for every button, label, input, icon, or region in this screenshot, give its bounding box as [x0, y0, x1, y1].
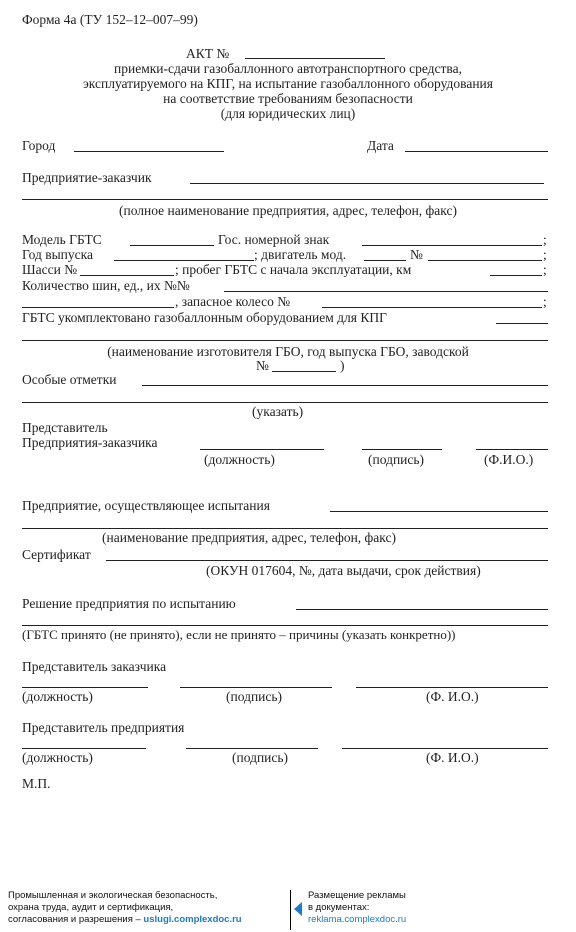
engine-num-label: № [410, 247, 423, 262]
reklama-link[interactable]: reklama.complexdoc.ru [308, 914, 407, 925]
tires-field-2[interactable] [22, 307, 174, 308]
engine-field[interactable] [364, 260, 406, 261]
customer-field[interactable] [190, 183, 544, 184]
tester-field[interactable] [330, 511, 548, 512]
manufacturer-hint-close: ) [340, 358, 345, 373]
footer-left [8, 890, 290, 926]
fio-hint: (Ф.И.О.) [484, 452, 534, 467]
rep-label-2: Предприятия-заказчика [22, 435, 158, 450]
engine-num-field[interactable] [428, 260, 542, 261]
rep-customer-label: Представитель заказчика [22, 659, 167, 674]
signature-hint-3: (подпись) [232, 750, 289, 765]
tester-hint: (наименование предприятия, адрес, телефон, факс) [102, 530, 396, 545]
equipped-label: ГБТС укомплектовано газобаллонным оборудованием для КПГ [22, 310, 387, 325]
year-field[interactable] [114, 260, 254, 261]
rep-fio-field[interactable] [476, 449, 548, 450]
rep-enterprise-signature-field[interactable] [186, 748, 318, 749]
position-hint-2: (должность) [22, 689, 93, 704]
mileage-label: ; пробег ГБТС с начала эксплуатации, км [175, 262, 412, 277]
rep-enterprise-fio-field[interactable] [342, 748, 548, 749]
semicolon: ; [543, 262, 547, 277]
tires-label: Количество шин, ед., их №№ [22, 278, 190, 293]
chassis-field[interactable] [80, 275, 174, 276]
signature-hint-2: (подпись) [226, 689, 283, 704]
footer-divider [290, 890, 291, 930]
title-line-4: (для юридических лиц) [220, 106, 356, 121]
decision-hint: (ГБТС принято (не принято), если не принято – причины (указать конкретно)) [22, 627, 456, 642]
model-label: Модель ГБТС [22, 232, 102, 247]
rep-label-1: Представитель [22, 420, 108, 435]
footer-left-line-2: охрана труда, аудит и сертификация, [8, 902, 174, 913]
model-field[interactable] [130, 245, 214, 246]
rep-position-field[interactable] [200, 449, 324, 450]
notes-label: Особые отметки [22, 372, 117, 387]
chassis-label: Шасси № [22, 262, 78, 277]
fio-hint-2: (Ф. И.О.) [426, 689, 479, 704]
rep-enterprise-label: Представитель предприятия [22, 720, 185, 735]
stamp-label: М.П. [22, 776, 51, 791]
equipped-field[interactable] [496, 323, 548, 324]
customer-label: Предприятие-заказчик [22, 170, 152, 185]
footer-left-line-1: Промышленная и экологическая безопасность, [8, 890, 218, 901]
notes-field[interactable] [142, 385, 548, 386]
tires-field[interactable] [224, 291, 548, 292]
footer [8, 890, 568, 930]
footer-right-line-1: Размещение рекламы [308, 890, 406, 901]
act-title: АКТ № [186, 46, 230, 61]
semicolon: ; [543, 294, 547, 309]
city-label: Город [22, 138, 56, 153]
footer-left-text-3: согласования и разрешения – [8, 914, 141, 925]
arrow-left-icon [294, 902, 302, 916]
title-line-2: эксплуатируемого на КПГ, на испытание газобаллонного оборудования [83, 76, 493, 91]
notes-field-2[interactable] [22, 402, 548, 403]
equipped-field-2[interactable] [22, 340, 548, 341]
manufacturer-hint-no: № [256, 358, 269, 373]
signature-hint: (подпись) [368, 452, 425, 467]
manufacturer-no-field[interactable] [272, 371, 336, 372]
engine-label: ; двигатель мод. [254, 247, 347, 262]
rep-customer-position-field[interactable] [22, 687, 148, 688]
title-line-3: на соответствие требованиям безопасности [163, 91, 413, 106]
manufacturer-hint-1: (наименование изготовителя ГБО, год выпуска ГБО, заводской [107, 344, 469, 359]
date-field[interactable] [405, 151, 548, 152]
title-line-1: приемки-сдачи газобаллонного автотранспортного средства, [114, 61, 462, 76]
spare-label: , запасное колесо № [175, 294, 291, 309]
certificate-label: Сертификат [22, 547, 91, 562]
specify-hint: (указать) [252, 404, 304, 419]
decision-field-2[interactable] [22, 625, 548, 626]
tester-field-2[interactable] [22, 528, 548, 529]
certificate-hint: (ОКУН 017604, №, дата выдачи, срок действия) [206, 563, 481, 578]
footer-right [308, 890, 406, 926]
fio-hint-3: (Ф. И.О.) [426, 750, 479, 765]
footer-right-line-2: в документах: [308, 902, 370, 913]
customer-field-2[interactable] [22, 199, 548, 200]
rep-signature-field[interactable] [362, 449, 442, 450]
rep-customer-fio-field[interactable] [356, 687, 548, 688]
uslugi-link[interactable]: uslugi.complexdoc.ru [143, 914, 242, 925]
year-label: Год выпуска [22, 247, 93, 262]
position-hint: (должность) [204, 452, 275, 467]
mileage-field[interactable] [490, 275, 542, 276]
customer-hint: (полное наименование предприятия, адрес, телефон, факс) [118, 203, 458, 218]
decision-field[interactable] [296, 609, 548, 610]
footer-left-line-3 [8, 914, 290, 926]
semicolon: ; [543, 232, 547, 247]
spare-field[interactable] [322, 307, 542, 308]
plate-label: Гос. номерной знак [218, 232, 330, 247]
form-code: Форма 4а (ТУ 152–12–007–99) [22, 12, 198, 27]
rep-enterprise-position-field[interactable] [22, 748, 146, 749]
semicolon: ; [543, 247, 547, 262]
certificate-field[interactable] [106, 560, 548, 561]
rep-customer-signature-field[interactable] [180, 687, 332, 688]
plate-field[interactable] [362, 245, 542, 246]
act-number-line[interactable] [245, 58, 385, 59]
decision-label: Решение предприятия по испытанию [22, 596, 236, 611]
city-field[interactable] [74, 151, 224, 152]
tester-label: Предприятие, осуществляющее испытания [22, 498, 270, 513]
position-hint-3: (должность) [22, 750, 93, 765]
date-label: Дата [367, 138, 394, 153]
